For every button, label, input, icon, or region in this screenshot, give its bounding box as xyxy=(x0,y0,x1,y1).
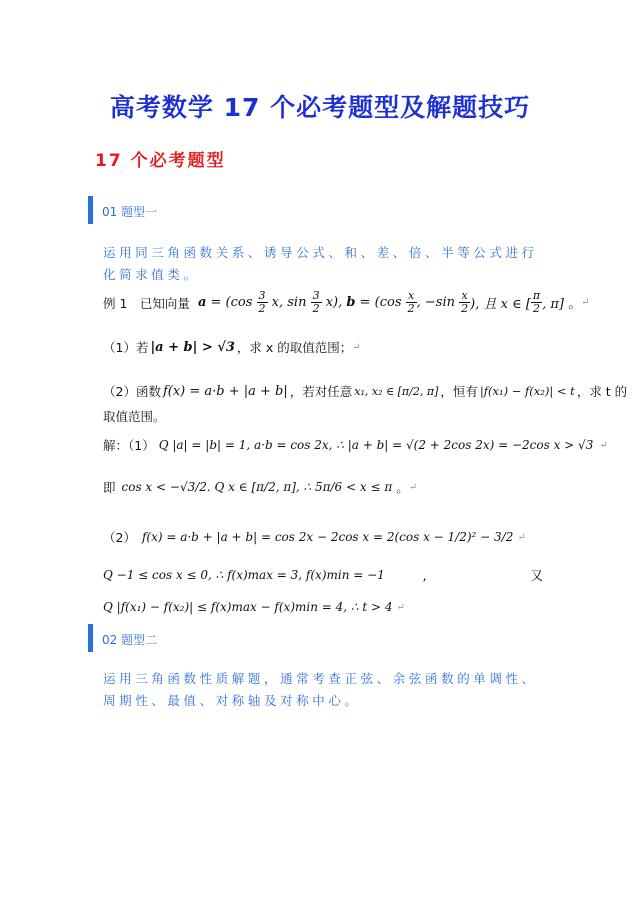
section-intro-1: 运用同三角函数关系、诱导公式、和、差、倍、半等公式进行化简求值类。 xyxy=(103,245,538,282)
question-2-continued: 取值范围。 xyxy=(103,409,166,424)
question-1-condition: |a + b| > √3 xyxy=(150,339,235,355)
solution-part-2: （2） f(x) = a·b + |a + b| = cos 2x − 2cos x = 2(cos x − 1/2)² − 3/2 ↵ xyxy=(103,530,526,545)
section-marker xyxy=(88,624,93,652)
section-marker xyxy=(88,196,93,224)
question-1: （1）若 |a + b| > √3 ，求 x 的取值范围； ↵ xyxy=(103,339,361,355)
solution-part-1: 解：（1） Q |a| = |b| = 1, a·b = cos 2x, ∴ |a + b| = √(2 + 2cos 2x) = −2cos x > √3 ↵ xyxy=(103,438,608,453)
section-heading: 17 个必考题型 xyxy=(95,151,226,171)
solution-formula-1b: cos x < −√3/2. Q x ∈ [π/2, π], ∴ 5π/6 < x ≤ π xyxy=(121,480,393,494)
example-given-formula: a = (cos $\frac{3}{2}$ x, sin $\frac{3}{2}$ x), b = (cos $\frac{x}{2}$ , −sin $\frac{x}{2}$ ), 且 x ∈ [ $\frac{\pi}{2}$ , π] 。 ↵ xyxy=(197,289,590,315)
solution-part-3: Q −1 ≤ cos x ≤ 0, ∴ f(x)max = 3, f(x)min = −1 , 又 xyxy=(103,567,543,583)
section-label-1: 01 题型一 xyxy=(102,205,158,219)
question-2-condition: |f(x₁) − f(x₂)| < t xyxy=(479,384,575,398)
solution-formula-1: Q |a| = |b| = 1, a·b = cos 2x, ∴ |a + b| = √(2 + 2cos 2x) = −2cos x > √3 xyxy=(158,438,594,452)
solution-part-4: Q |f(x₁) − f(x₂)| ≤ f(x)max − f(x)min = 4, ∴ t > 4 ↵ xyxy=(103,600,405,614)
solution-formula-3: Q −1 ≤ cos x ≤ 0, ∴ f(x)max = 3, f(x)min = −1 xyxy=(103,568,385,582)
section-intro-2: 运用三角函数性质解题，通常考查正弦、余弦函数的单调性、周期性、最值、对称轴及对称中心。 xyxy=(103,671,538,708)
solution-formula-4: Q |f(x₁) − f(x₂)| ≤ f(x)max − f(x)min = 4, ∴ t > 4 xyxy=(103,600,393,614)
page-title: 高考数学 17 个必考题型及解题技巧 xyxy=(109,93,531,122)
section-label-2: 02 题型二 xyxy=(102,633,158,647)
question-2: （2）函数 f(x) = a·b + |a + b| ，若对任意 x₁, x₂ ∈ [π/2, π] ，恒有 |f(x₁) − f(x₂)| < t ，求 t 的 xyxy=(103,383,628,399)
example-line xyxy=(103,290,590,315)
question-2-function: f(x) = a·b + |a + b| xyxy=(162,383,288,399)
question-2-range: x₁, x₂ ∈ [π/2, π] xyxy=(354,384,439,398)
solution-part-1b: 即 cos x < −√3/2. Q x ∈ [π/2, π], ∴ 5π/6 < x ≤ π 。 ↵ xyxy=(103,480,418,495)
solution-formula-2: f(x) = a·b + |a + b| = cos 2x − 2cos x = 2(cos x − 1/2)² − 3/2 xyxy=(141,530,514,544)
example-label: 例 1 已知向量 xyxy=(103,295,190,311)
